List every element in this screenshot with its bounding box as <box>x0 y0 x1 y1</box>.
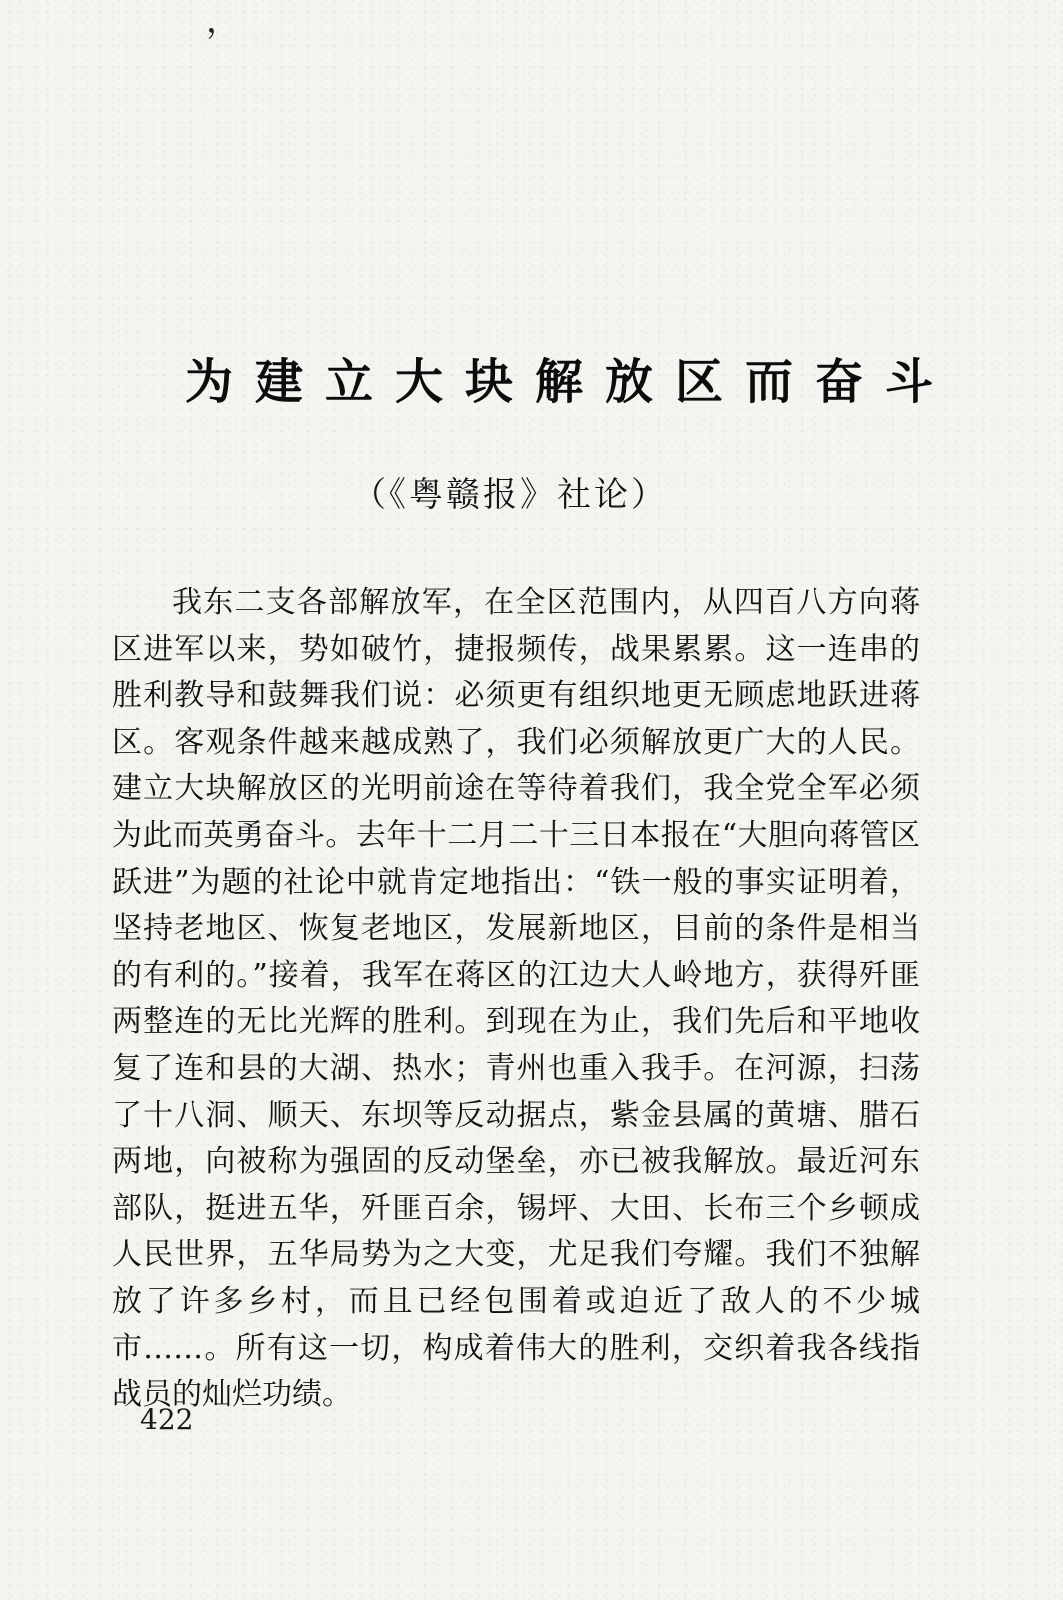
body-paragraph: 我东二支各部解放军，在全区范围内，从四百八方向蒋区进军以来，势如破竹，捷报频传，战果累累。这一连串的胜利教导和鼓舞我们说：必须更有组织地更无顾虑地跃进蒋区。客观条件越来越成熟了，我们必须解放更广大的人民。建立大块解放区的光明前途在等待着我们，我全党全军必须为此而英勇奋斗。去年十二月二十三日本报在“大胆向蒋管区跃进”为题的社论中就肯定地指出：“铁一般的事实证明着，坚持老地区、恢复老地区，发展新地区，目前的条件是相当的有利的。”接着，我军在蒋区的江边大人岭地方，获得歼匪两整连的无比光辉的胜利。到现在为止，我们先后和平地收复了连和县的大湖、热水；青州也重入我手。在河源，扫荡了十八洞、顺天、东坝等反动据点，紫金县属的黄塘、腊石两地，向被称为强固的反动堡垒，亦已被我解放。最近河东部队，挺进五华，歼匪百余，锡坪、大田、长布三个乡顿成人民世界，五华局势为之大变，尤足我们夸耀。我们不独解放了许多乡村，而且已经包围着或迫近了敌人的不少城市……。所有这一切，构成着伟大的胜利，交织着我各线指战员的灿烂功绩。 <box>112 585 920 1413</box>
article-title: 为建立大块解放区而奋斗 <box>185 354 956 410</box>
stray-print-mark: ， <box>206 1 240 41</box>
page-number: 422 <box>140 1403 194 1436</box>
article-subtitle: （《粤赣报》社论） <box>352 475 668 515</box>
